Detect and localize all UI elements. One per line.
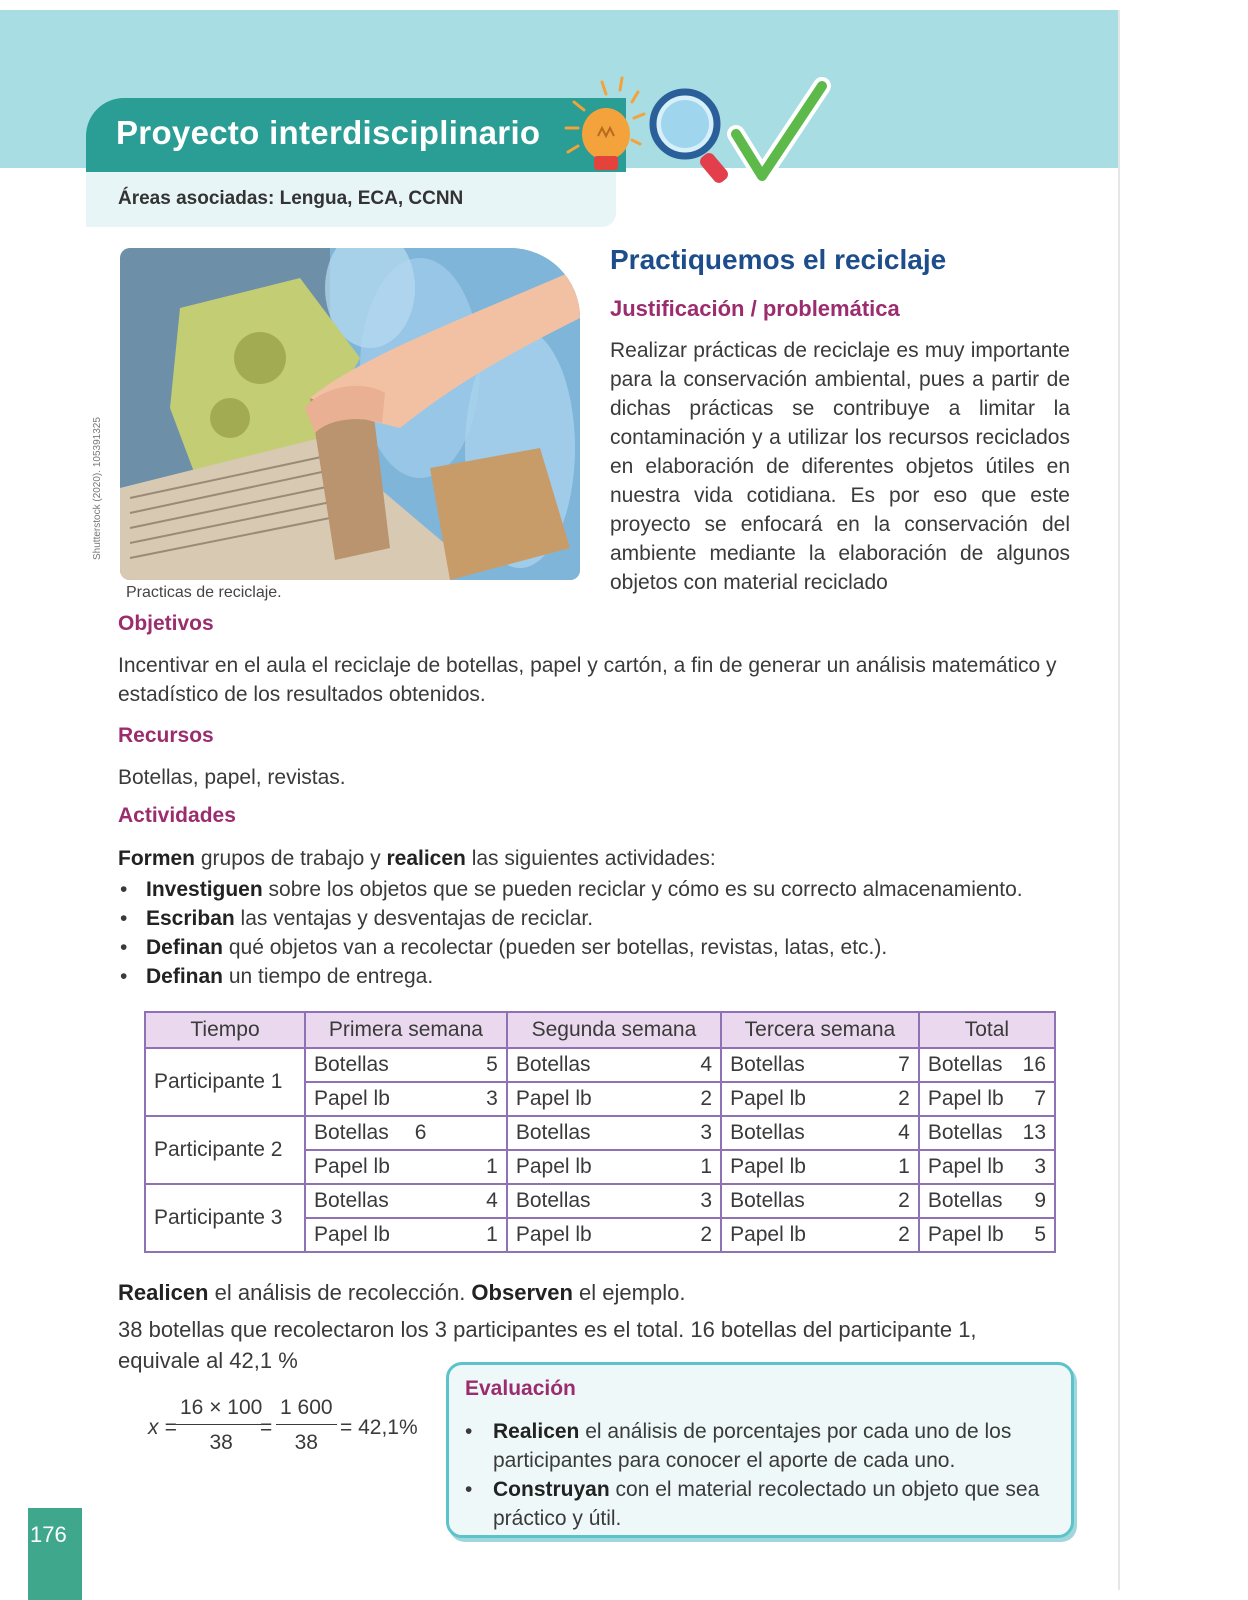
table-cell: Papel lb 2 bbox=[507, 1082, 721, 1116]
section-title: Practiquemos el reciclaje bbox=[610, 244, 947, 275]
table-cell: Botellas 16 bbox=[919, 1048, 1055, 1082]
participant-name: Participante 3 bbox=[145, 1184, 305, 1252]
table-header: Total bbox=[919, 1012, 1055, 1048]
table-cell: Botellas 4 bbox=[507, 1048, 721, 1082]
table-cell: Botellas 4 bbox=[721, 1116, 919, 1150]
analysis-example: 38 botellas que recolectaron los 3 participantes es el total. 16 botellas del participante 1, equivale al 42,1 % bbox=[118, 1317, 977, 1373]
resources-text: Botellas, papel, revistas. bbox=[118, 766, 346, 789]
associated-areas: Áreas asociadas: Lengua, ECA, CCNN bbox=[118, 188, 464, 209]
analysis-instruction: Realicen el análisis de recolección. Observen el ejemplo. bbox=[118, 1280, 686, 1305]
table-cell: Botellas 6 bbox=[305, 1116, 507, 1150]
evaluation-list bbox=[465, 1417, 1055, 1533]
formula-fraction: $\frac{1 600}{38}$ bbox=[276, 1396, 337, 1455]
photo-credit: Shutterstock (2020). 105391325 bbox=[92, 417, 103, 560]
table-header: Segunda semana bbox=[507, 1012, 721, 1048]
page-edge bbox=[1118, 10, 1120, 1590]
associated-areas-box bbox=[86, 172, 616, 227]
list-item: • Realicen el análisis de porcentajes por cada uno de los participantes para conocer el aporte de cada uno. bbox=[465, 1417, 1055, 1475]
table-header: Tiempo bbox=[145, 1012, 305, 1048]
table-cell: Papel lb 3 bbox=[305, 1082, 507, 1116]
table-cell: Papel lb 3 bbox=[919, 1150, 1055, 1184]
table-cell: Papel lb 2 bbox=[721, 1218, 919, 1252]
justification-text: Realizar prácticas de reciclaje es muy importante para la conservación ambiental, pues a partir de dichas prácticas se contribuye a limitar la contaminación y a utilizar los recursos reciclados en elaboración de diferentes objetos útiles en nuestra vida cotidiana. Es por eso que este proyecto se enfocará en la conservación del ambiente mediante la elaboración de algunos objetos con material reciclado bbox=[610, 339, 1070, 594]
table-cell: Botellas 2 bbox=[721, 1184, 919, 1218]
table-cell: Papel lb 1 bbox=[721, 1150, 919, 1184]
participant-name: Participante 1 bbox=[145, 1048, 305, 1116]
participant-name: Participante 2 bbox=[145, 1116, 305, 1184]
list-item: • Definan qué objetos van a recolectar (pueden ser botellas, revistas, latas, etc.). bbox=[118, 933, 1023, 962]
table-header: Tercera semana bbox=[721, 1012, 919, 1048]
percentage-formula bbox=[148, 1396, 418, 1476]
list-item: • Escriban las ventajas y desventajas de reciclar. bbox=[118, 904, 1023, 933]
table-cell: Papel lb 7 bbox=[919, 1082, 1055, 1116]
objectives-heading: Objetivos bbox=[118, 612, 214, 635]
table-cell: Botellas 4 bbox=[305, 1184, 507, 1218]
lightbulb-icon bbox=[566, 78, 644, 170]
evaluation-heading: Evaluación bbox=[465, 1377, 576, 1400]
table-cell: Botellas 5 bbox=[305, 1048, 507, 1082]
header-icons bbox=[540, 72, 840, 202]
objectives-text: Incentivar en el aula el reciclaje de botellas, papel y cartón, a fin de generar un análisis matemático y estadístico de los resultados obtenidos. bbox=[118, 654, 1057, 706]
table-cell: Papel lb 1 bbox=[507, 1150, 721, 1184]
table-cell: Botellas 3 bbox=[507, 1184, 721, 1218]
list-item: • Definan un tiempo de entrega. bbox=[118, 962, 1023, 991]
check-icon bbox=[736, 86, 822, 176]
table-cell: Papel lb 2 bbox=[507, 1218, 721, 1252]
table-header-row bbox=[145, 1012, 1055, 1048]
table-cell: Papel lb 1 bbox=[305, 1218, 507, 1252]
table-row bbox=[145, 1116, 1055, 1150]
recycling-table bbox=[144, 1011, 1056, 1253]
list-item: • Investiguen sobre los objetos que se pueden reciclar y cómo es su correcto almacenamiento. bbox=[118, 875, 1023, 904]
activities-heading: Actividades bbox=[118, 804, 236, 827]
project-title: Proyecto interdisciplinario bbox=[116, 114, 541, 151]
list-item: • Construyan con el material recolectado un objeto que sea práctico y útil. bbox=[465, 1475, 1055, 1533]
page-number: 176 bbox=[30, 1522, 67, 1547]
table-cell: Papel lb 1 bbox=[305, 1150, 507, 1184]
table-cell: Botellas 3 bbox=[507, 1116, 721, 1150]
formula-result: = 42,1% bbox=[340, 1416, 418, 1439]
formula-variable: x = bbox=[148, 1416, 177, 1439]
table-cell: Botellas 9 bbox=[919, 1184, 1055, 1218]
table-cell: Botellas 7 bbox=[721, 1048, 919, 1082]
table-cell: Botellas 13 bbox=[919, 1116, 1055, 1150]
evaluation-box bbox=[446, 1362, 1074, 1538]
table-cell: Papel lb 5 bbox=[919, 1218, 1055, 1252]
justification-heading: Justificación / problemática bbox=[610, 296, 900, 321]
page-number-tab bbox=[28, 1508, 82, 1600]
table-header: Primera semana bbox=[305, 1012, 507, 1048]
activities-intro: Formen grupos de trabajo y realicen las siguientes actividades: bbox=[118, 847, 716, 870]
table-row bbox=[145, 1184, 1055, 1218]
activities-list bbox=[118, 875, 1023, 991]
formula-fraction: $\frac{16 \times 100}{38}$ bbox=[176, 1396, 266, 1455]
magnifier-icon bbox=[653, 92, 730, 185]
formula-equals: = bbox=[260, 1416, 273, 1439]
photo-caption: Practicas de reciclaje. bbox=[126, 584, 282, 601]
resources-heading: Recursos bbox=[118, 724, 214, 747]
table-cell: Papel lb 2 bbox=[721, 1082, 919, 1116]
recycling-photo bbox=[120, 248, 580, 580]
table-row bbox=[145, 1048, 1055, 1082]
